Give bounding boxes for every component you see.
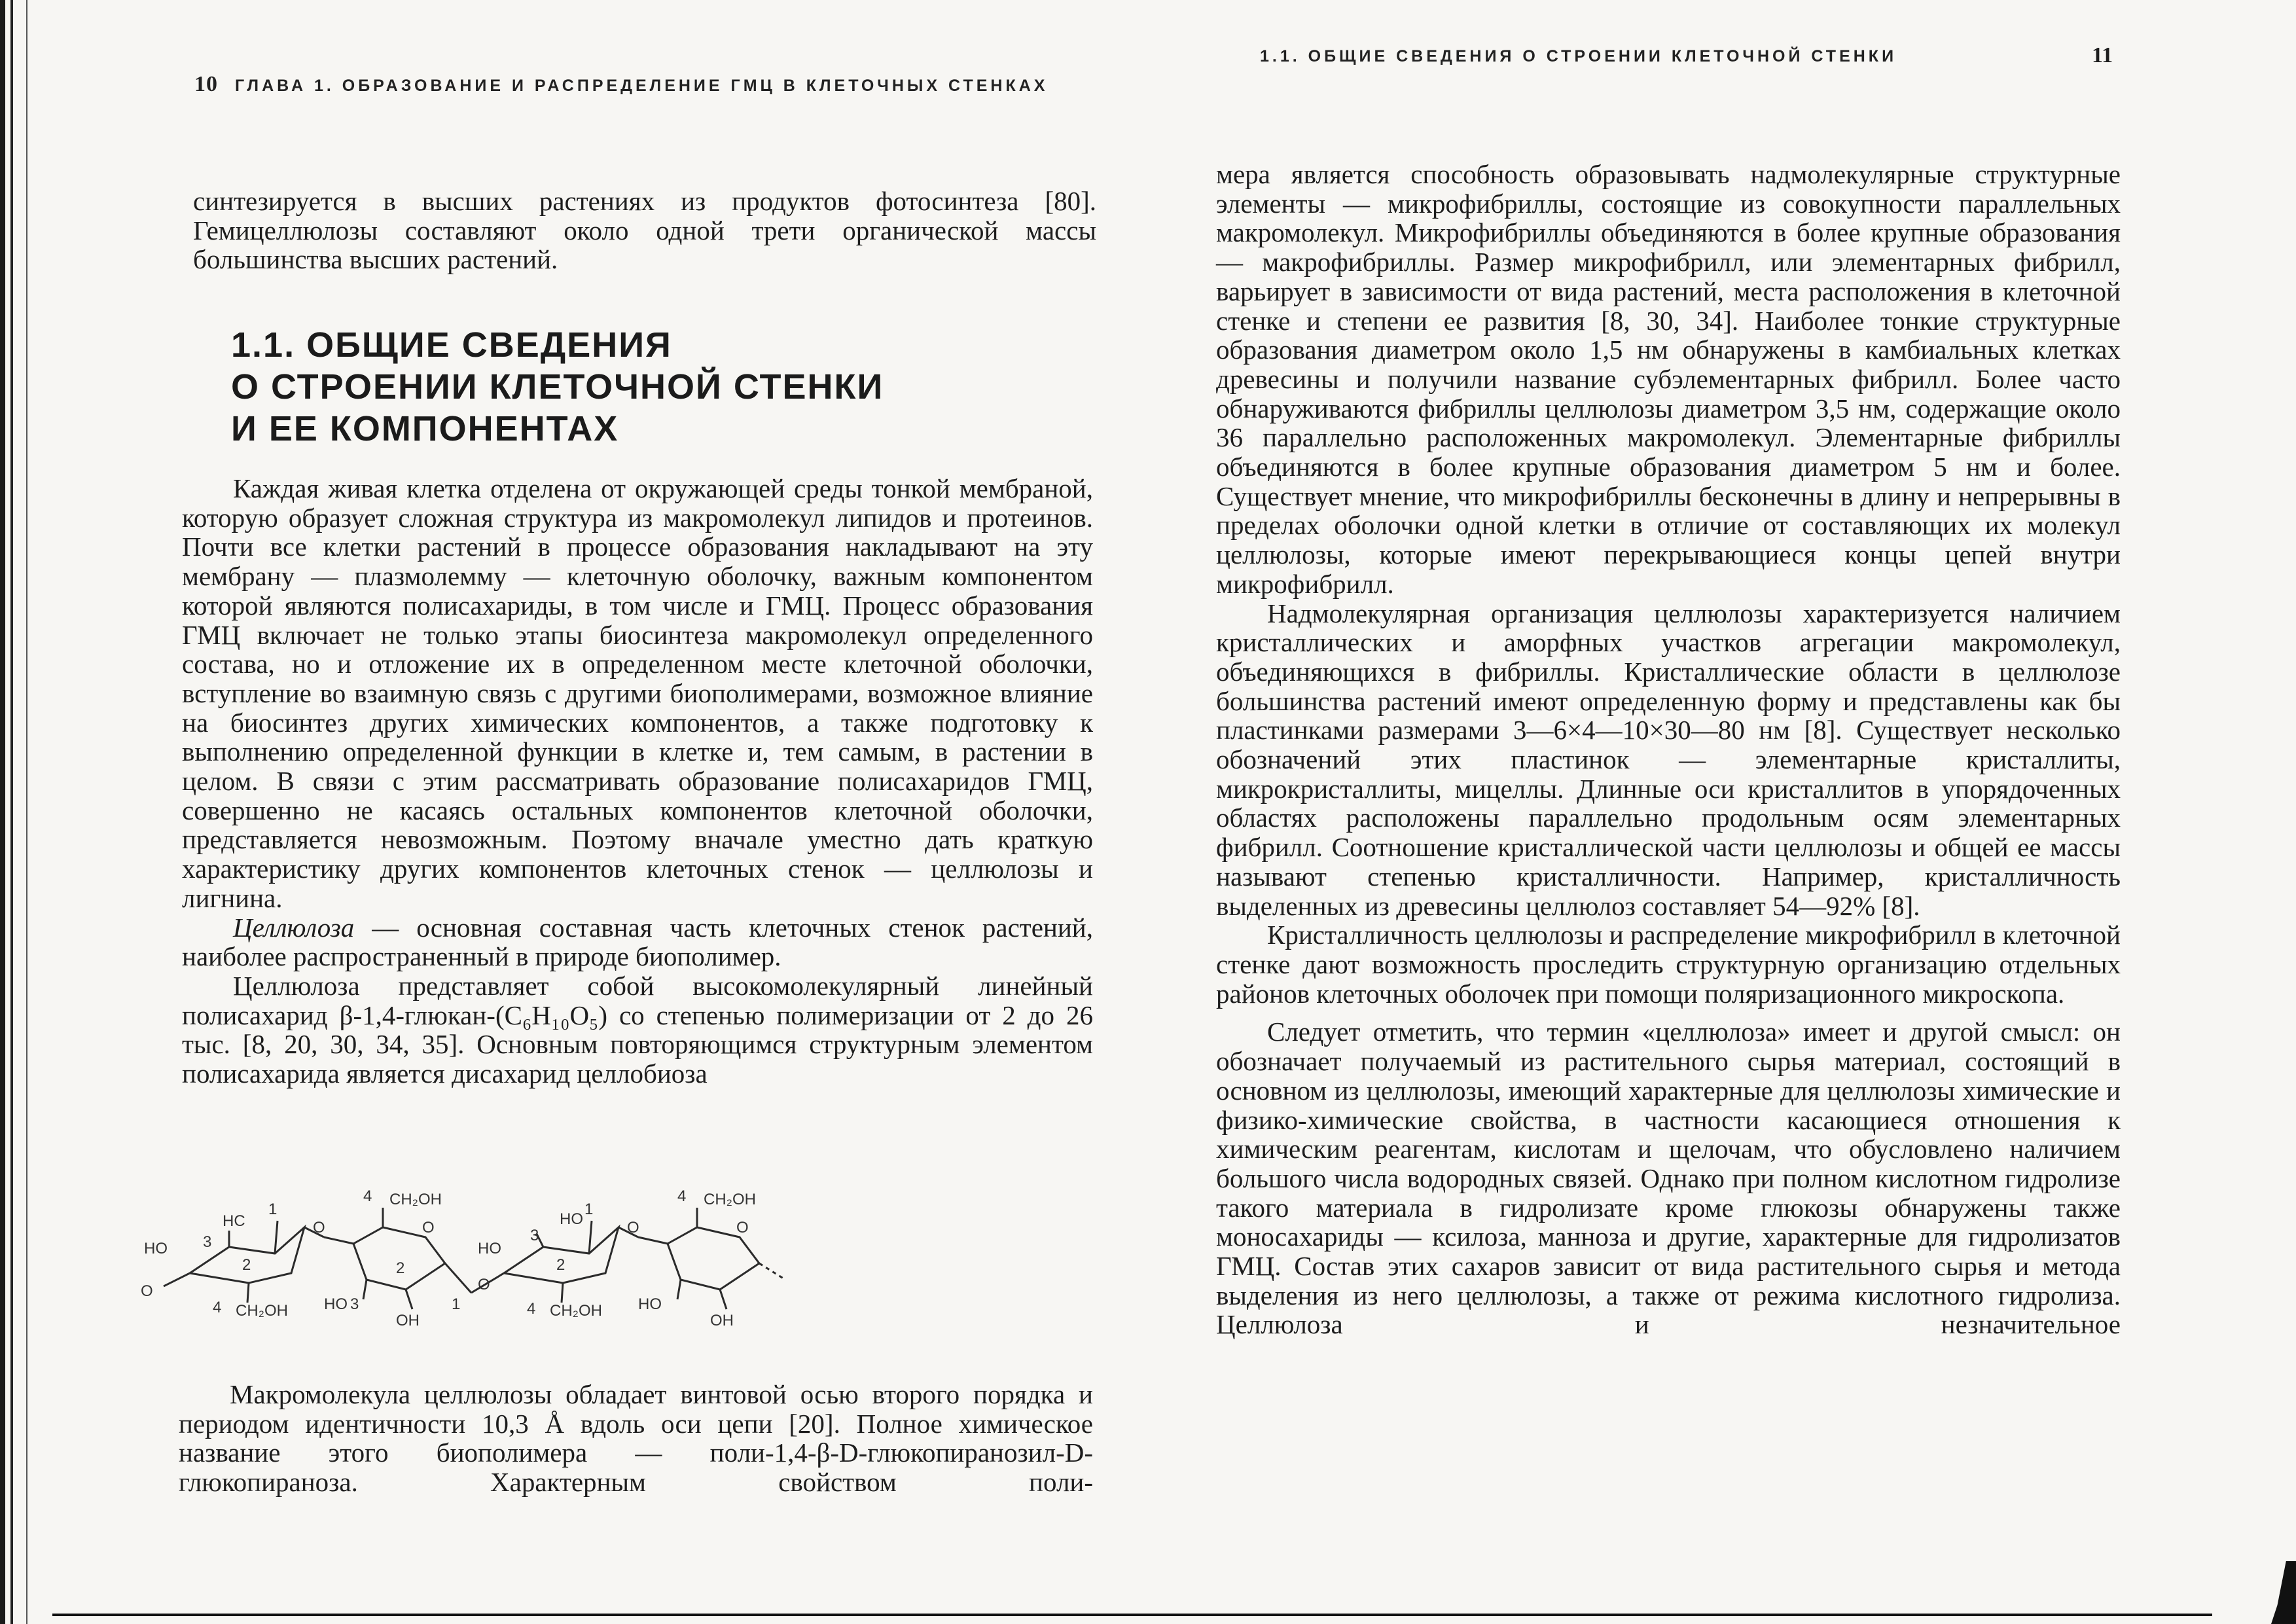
formula-n3-2: 3 [350, 1295, 359, 1313]
formula-oh-4: OH [710, 1312, 734, 1329]
formula-ho-3: HO [478, 1240, 501, 1257]
formula-n4-4: 4 [677, 1187, 687, 1205]
left-bottom-text [179, 1380, 1093, 1497]
formula-ch2oh-2: CH₂OH [389, 1191, 442, 1208]
formula-ch2oh-3: CH₂OH [550, 1302, 602, 1320]
formula-ho-1: HO [144, 1240, 168, 1257]
section-heading-line-3: И ЕЕ КОМПОНЕНТАХ [231, 409, 619, 448]
formula-o-2: O [422, 1219, 435, 1236]
formula-n4-2: 4 [363, 1187, 372, 1205]
formula-o-4: O [627, 1219, 639, 1236]
right-main-text [1216, 160, 2121, 1339]
formula-hc: HC [223, 1212, 245, 1230]
left-paragraph-2 [182, 913, 1093, 971]
left-intro-block [193, 187, 1096, 274]
formula-n1-2: 1 [452, 1295, 461, 1313]
left-paragraph-3: Целлюлоза представляет собой высокомолекулярный линейный полисахарид β-1,4-глюкан-(C₆H₁₀O₅) со степенью полимеризации от 2 до 26 тыс. [8, 20, 30, 34, 35]. Основным повторяющимся структурным элементом полисахарида является дисахарид целлобиоза [182, 970, 1093, 1089]
scan-bottom-edge [52, 1614, 2212, 1616]
right-paragraph-2: Надмолекулярная организация целлюлозы характеризуется наличием кристаллических и аморфных участков агрегации макромолекул, объединяющихся в фибриллы. Кристаллические области в целлюлозе большинства растений имеют определенную форму и представлены как бы пластинками размерами 3—6×4—10×30—80 нм [8]. Существует несколько обозначений этих пластинок — элементарные кристаллиты, микрокристаллиты, мицеллы. Длинные оси кристаллитов в упорядоченных областях расположены параллельно продольным осям элементарных фибрилл. Соотношение кристаллической части целлюлозы и общей ее массы называют степенью кристалличности. Например, кристалличность выделенных из древесины целлюлоз составляет 54—92% [8]. [1216, 598, 2121, 921]
formula-n4-1: 4 [213, 1299, 222, 1316]
left-paragraph-2-rest: — основная составная часть клеточных стенок растений, наиболее распространенный в природе биополимер. [182, 912, 1093, 972]
formula-n1-3: 1 [584, 1200, 594, 1218]
formula-n2-2: 2 [396, 1259, 405, 1277]
formula-n4-3: 4 [527, 1300, 536, 1318]
ring-3 [504, 1227, 619, 1283]
formula-o-1: O [313, 1219, 325, 1236]
formula-o-5: O [736, 1219, 749, 1236]
left-running-head [194, 72, 1048, 97]
left-paragraph-4: Макромолекула целлюлозы обладает винтовой осью второго порядка и периодом идентичности 10,3 Å вдоль оси цепи [20]. Полное химическое название этого биополимера — поли-1,4-β-D-глюкопиранозил-D-глюкопираноза. Характерным свойством поли- [179, 1379, 1093, 1498]
cellulose-term: Целлюлоза [233, 912, 355, 943]
right-running-head: 1.1. ОБЩИЕ СВЕДЕНИЯ О СТРОЕНИИ КЛЕТОЧНОЙ СТЕНКИ [1260, 47, 1897, 65]
formula-n1-1: 1 [268, 1200, 278, 1218]
right-paragraph-4: Следует отметить, что термин «целлюлоза» имеет и другой смысл: он обозначает получаемый из растительного сырья материал, состоящий в основном из целлюлозы, имеющий характерные для целлюлозы химические и физико-химические свойства, в частности касающиеся отношения к химическим реагентам, кислотам и щелочам, что обусловлено наличием большого числа водородных связей. Однако при полном кислотном гидролизе такого материала в гидролизате кроме глюкозы обнаружены также моносахариды — ксилоза, манноза и другие, характерные для гидролизатов ГМЦ. Состав этих сахаров зависит от вида растительного сырья и метода выделения из него целлюлозы, а также от режима кислотного гидролиза. Целлюлоза и незначительное [1216, 1017, 2121, 1340]
left-page-number: 10 [194, 72, 218, 96]
formula-ho-5: HO [638, 1295, 662, 1313]
formula-n2-1: 2 [242, 1256, 251, 1274]
formula-ch2oh-4: CH₂OH [704, 1191, 756, 1208]
right-paragraph-1: мера является способность образовывать надмолекулярные структурные элементы — микрофибриллы, состоящие из совокупности параллельных макромолекул. Микрофибриллы объединяются в более крупные образования — макрофибриллы. Размер микрофибрилл, или элементарных фибрилл, варьирует в зависимости от вида растений, места расположения в клеточной стенке и степени ее развития [8, 30, 34]. Наиболее тонкие структурные образования диаметром около 1,5 нм обнаружены в камбиальных клетках древесины и получили название субэлементарных фибрилл. Более часто обнаруживаются фибриллы целлюлозы диаметром 3,5 нм, содержащие около 36 параллельно расположенных макромолекул. Элементарные фибриллы объединяются в более крупные образования диаметром 5 нм и более. Существует мнение, что микрофибриллы бесконечны в длину и непрерывны в пределах оболочки одной клетки в отличие от составляющих их молекул целлюлозы, которые имеют перекрывающиеся концы цепей внутри микрофибрилл. [1216, 159, 2121, 599]
right-page-number: 11 [2092, 43, 2113, 67]
section-heading-line-1: 1.1. ОБЩИЕ СВЕДЕНИЯ [231, 325, 672, 365]
formula-ch2oh-1: CH₂OH [236, 1302, 288, 1320]
right-paragraph-3: Кристалличность целлюлозы и распределение микрофибрилл в клеточной стенке дают возможность проследить структурную организацию отдельных районов клеточных оболочек при помощи поляризационного микроскопа. [1216, 920, 2121, 1009]
scan-corner-mark [2271, 1561, 2296, 1624]
formula-n3-1: 3 [203, 1233, 212, 1251]
formula-ho-2: HO [324, 1295, 348, 1313]
formula-o-start: O [141, 1282, 153, 1300]
cellulose-formula-svg [137, 1175, 897, 1345]
left-paragraph-1: Каждая живая клетка отделена от окружающей среды тонкой мембраной, которую образует сложная структура из макромолекул липидов и протеинов. Почти все клетки растений в процессе образования накладывают на эту мембрану — плазмолемму — клеточную оболочку, важным компонентом которой являются полисахариды, в том числе и ГМЦ. Процесс образования ГМЦ включает не только этапы биосинтеза макромолекул определенного состава, но и отложение их в определенном месте клеточной оболочки, вступление во взаимную связь с другими биополимерами, возможное влияние на биосинтез других химических компонентов, а также подготовку к выполнению определенной функции в клетке и, тем самым, в растении в целом. В связи с этим рассматривать образование полисахаридов ГМЦ, совершенно не касаясь остальных компонентов клеточной оболочки, представляется невозможным. Поэтому вначале уместно дать краткую характеристику других компонентов клеточных стенок — целлюлозы и лигнина. [182, 473, 1093, 913]
formula-oh-2: OH [396, 1312, 420, 1329]
formula-n2-3: 2 [556, 1256, 565, 1274]
cellulose-structural-formula [137, 1175, 897, 1345]
formula-n3-3: 3 [530, 1227, 539, 1244]
section-heading [231, 324, 884, 450]
left-running-head-text: ГЛАВА 1. ОБРАЗОВАНИЕ И РАСПРЕДЕЛЕНИЕ ГМЦ В КЛЕТОЧНЫХ СТЕНКАХ [235, 77, 1049, 95]
section-heading-line-2: О СТРОЕНИИ КЛЕТОЧНОЙ СТЕНКИ [231, 367, 884, 406]
formula-ho-4: HO [560, 1210, 583, 1228]
book-spine-edge [0, 0, 51, 1624]
formula-o-3: O [478, 1276, 490, 1293]
left-main-text [182, 474, 1093, 1089]
left-intro-paragraph: синтезируется в высших растениях из продуктов фотосинтеза [80]. Гемицеллюлозы составляют около одной трети органической массы большинства высших растений. [193, 186, 1096, 275]
